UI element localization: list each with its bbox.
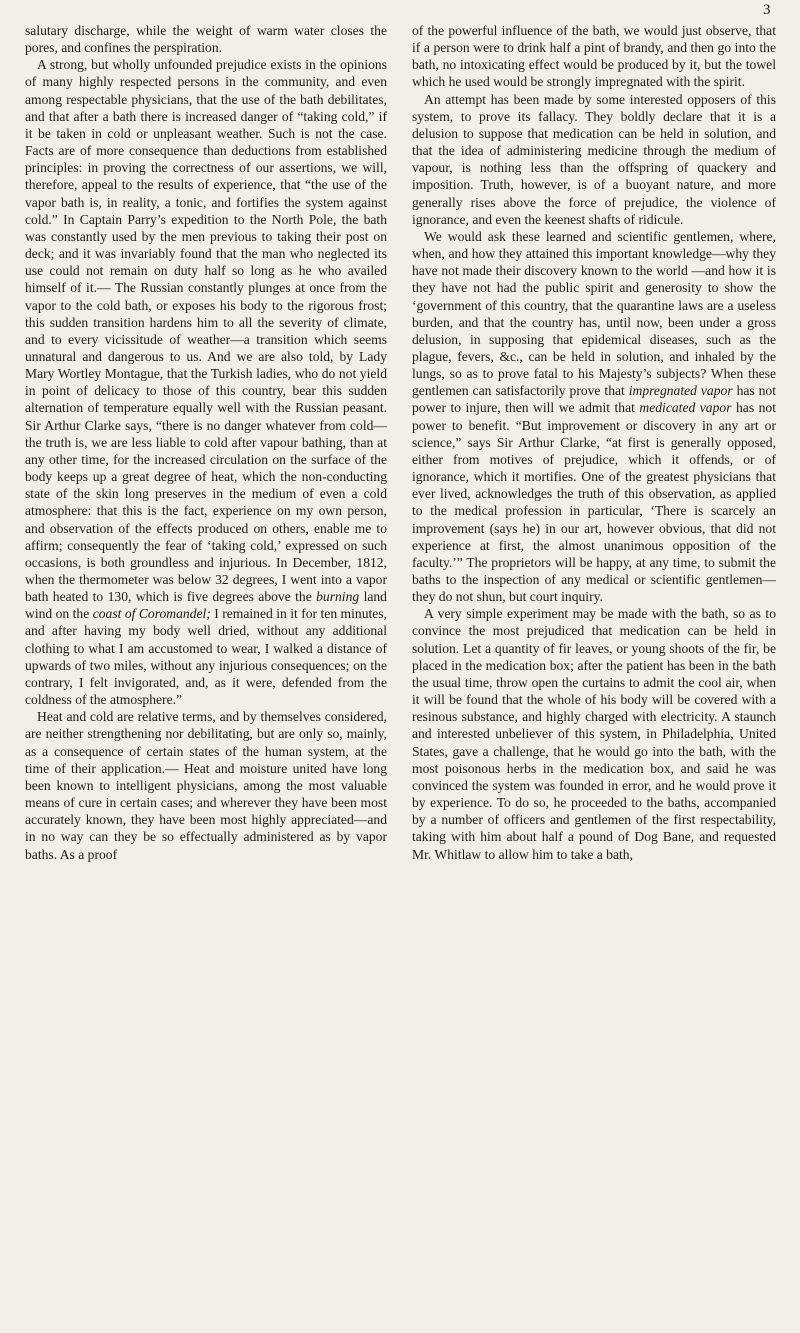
emphasis-impregnated-vapor: impregnated vapor	[628, 383, 733, 399]
left-column	[25, 22, 387, 863]
right-paragraph-3	[412, 228, 776, 605]
left-paragraph-2-text: A strong, but wholly unfounded prejudice exists in the opinions of many highly respected persons in the community, and even among respectable physicians, that the use of the bath debilitates, and that after a bath there is increased danger of “taking cold,” if it be taken in cold or unpleasant weather. Such is not the case. Facts are of more consequence than deductions from established principles: in proving the correctness of our assertions, we will, therefore, appeal to the results of experience, that “the use of the vapor bath is, in reality, a tonic, and fortifies the system against cold.” In Captain Parry’s expedition to the North Pole, the bath was constantly used by the men previous to taking their post on deck; and it was invariably found that the man who neglected its use could not remain on duty half so long as he who availed himself of it.— The Russian constantly plunges at once from the vapor to the cold bath, or exposes his body to the rigorous frost; this sudden transition hardens him to all the severity of climate, and to every vicissitude of weather—a transition which seems unnatural and dangerous to us. And we are also told, by Lady Mary Wortley Montague, that the Turkish ladies, who do not yield in point of delicacy to those of this country, bear this sudden alternation of temperature equally well with the Russian peasant. Sir Arthur Clarke says, “there is no danger whatever from cold—the truth is, we are less liable to cold after vapour bathing, than at any other time, for the increased circulation on the surface of the body keeps up a great degree of heat, which the non-conducting state of the skin long preserves in the medium of even a cold atmosphere: that this is the fact, experience on my own person, and observation of the effects produced on others, enable me to affirm; consequently the fear of ‘taking cold,’ expressed on such occasions, is both groundless and injurious. In December, 1812, when the thermometer was below 32 degrees, I went into a vapor bath heated to 130, which is five degrees above the	[25, 57, 387, 605]
right-column	[412, 22, 776, 863]
left-paragraph-3: Heat and cold are relative terms, and by themselves considered, are neither strengthening nor debilitating, but are only so, mainly, as a consequence of certain states of the human system, at the time of their application.— Heat and moisture united have long been known to intelligent physicians, among the most valuable means of cure in certain cases; and wherever they have been most accurately known, they have been most highly appreciated—and in no way can they be so effectually administered as by vapor baths. As a proof	[25, 709, 387, 862]
right-paragraph-2: An attempt has been made by some interested opposers of this system, to prove its fallacy. They boldly declare that it is a delusion to suppose that medication can be held in solution, and that the idea of administering medicine through the medium of vapour, is nothing less than the offspring of quackery and imposition. Truth, however, is of a buoyant nature, and more generally rises above the force of prejudice, the violence of ignorance, and even the keenest shafts of ridicule.	[412, 91, 776, 227]
right-paragraph-3-text-c: has not power to benefit. “But improvement or discovery in any art or science,” says Sir Arthur Clarke, “at first is generally opposed, either from motives of prejudice, which it offends, or of ignorance, which it mortifies. One of the greatest physicians that ever lived, acknowledges the truth of this observation, as applied to the medical profession in particular, ‘There is scarcely an improvement (says he) in our art, however obvious, that did not experience at first, the almost unanimous opposition of the faculty.’” The proprietors will be happy, at any time, to submit the baths to the inspection of any medical or scientific gentlemen—they do not shun, but court inquiry.	[412, 400, 776, 605]
right-paragraph-3-text-b: has not power to injure, then will we admit that	[412, 383, 776, 416]
left-paragraph-2-text-c: I remained in it for ten minutes, and after having my body well dried, without any additional clothing to what I am accustomed to wear, I walked a distance of upwards of two miles, without any injurious consequences; on the contrary, I felt invigorated, and, as it were, defended from the coldness of the atmosphere.”	[25, 606, 388, 708]
right-paragraph-3-text: We would ask these learned and scientific gentlemen, where, when, and how they attained this important knowledge—why they have not made their discovery known to the world —and how it is they have not had the public spirit and generosity to show the ‘government of this country, that the quarantine laws are a useless burden, and that the country has, until now, been under a gross delusion, in supposing that epidemical diseases, such as the plague, fevers, &c., can be held in solution, and inhaled by the lungs, so as to prove fatal to his Majesty’s subjects? When these gentlemen can satisfactorily prove that	[412, 228, 776, 399]
emphasis-burning: burning	[316, 589, 360, 605]
emphasis-coast: coast of Coromandel;	[92, 606, 211, 622]
page-number: 3	[763, 2, 771, 18]
left-paragraph-1: salutary discharge, while the weight of warm water closes the pores, and confines the perspiration.	[25, 23, 387, 56]
left-paragraph-2	[25, 56, 387, 708]
left-paragraph-2-text-b: land wind on the	[25, 589, 387, 622]
right-paragraph-1: of the powerful influence of the bath, we would just observe, that if a person were to drink half a pint of brandy, and then go into the bath, no intoxicating effect would be produced by it, but the towel which he used would be strongly impregnated with the spirit.	[412, 23, 776, 90]
emphasis-medicated-vapor: medicated vapor	[639, 400, 732, 416]
right-paragraph-4: A very simple experiment may be made with the bath, so as to convince the most prejudiced that medication can be held in solution. Let a quantity of fir leaves, or young shoots of the fir, be placed in the medication box; after the patient has been in the bath the usual time, throw open the curtains to admit the cool air, when it will be found that the whole of his body will be covered with a resinous substance, and highly charged with electricity. A staunch and interested unbeliever of this system, in Philadelphia, United States, gave a challenge, that he would go into the bath, with the most poisonous herbs in the medication box, and said he was convinced the system was founded in error, and he would prove it by experience. To do so, he proceeded to the baths, accompanied by a number of officers and gentlemen of the first respectability, taking with him about half a pound of Dog Bane, and requested Mr. Whitlaw to allow him to take a bath,	[412, 606, 776, 862]
